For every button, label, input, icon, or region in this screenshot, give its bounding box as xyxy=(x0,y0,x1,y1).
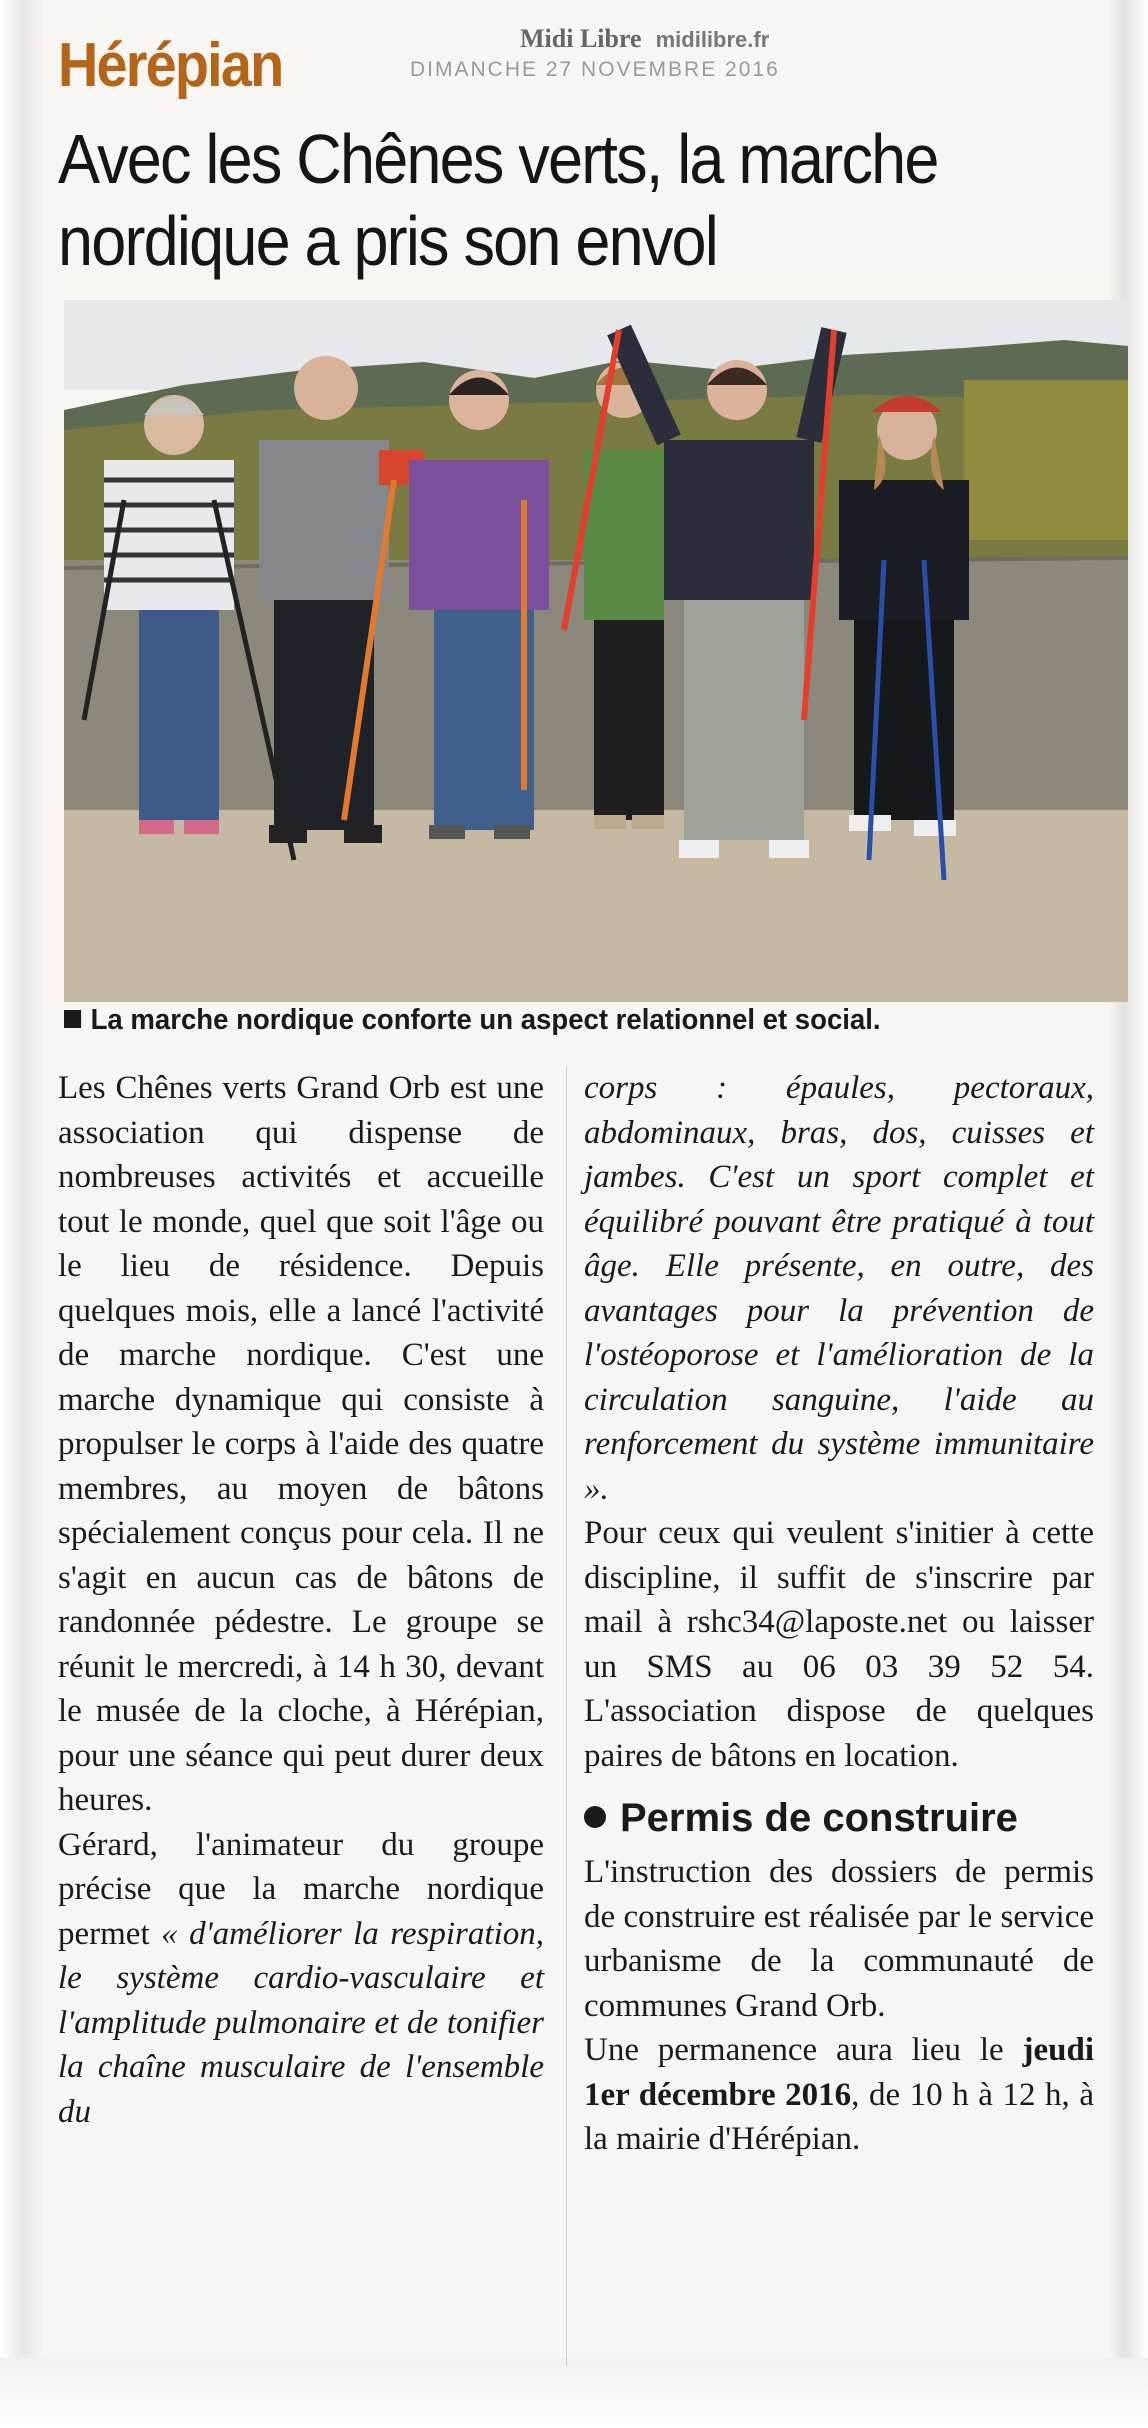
article-paragraph-1: Les Chênes verts Grand Orb est une association qui dispense de nombreuses activités et accueille tout le monde, quel que soit l'âge ou le lieu de résidence. Depuis quelques mois, elle a lancé l'activité de marche nordique. C'est une marche dynamique qui consiste à propulser le corps à l'aide des quatre membres, au moyen de bâtons spécialement conçus pour cela. Il ne s'agit en aucun cas de bâtons de randonnée pédestre. Le groupe se réunit le mercredi, à 14 h 30, devant le musée de la cloche, à Hérépian, pour une séance qui peut durer deux heures. xyxy=(58,1070,544,1818)
article-paragraph-2-intro: Gérard, l'animateur du groupe précise que la marche nordique permet xyxy=(58,1826,544,1952)
caption-bullet xyxy=(64,1010,81,1028)
town-title: Hérépian xyxy=(58,31,283,100)
column-divider xyxy=(566,1066,567,2366)
article-quote-part-1: « d'améliorer la respiration, le système cardio-vasculaire et l'amplitude pulmonaire et de tonifier la chaîne musculaire de l'ensemble du xyxy=(58,1915,544,2130)
caption-text: La marche nordique conforte un aspect relationnel et social. xyxy=(90,1004,881,1036)
photo-caption xyxy=(64,1004,881,1037)
article-quote-part-2: corps : épaules, pectoraux, abdominaux, bras, dos, cuisses et jambes. C'est un sport complet et équilibré pouvant être pratiqué à tout âge. Elle présente, en outre, des avantages pour la prévention de l'ostéoporose et l'amélioration de la circulation sanguine, l'aide au renforcement du système immunitaire ». xyxy=(584,1070,1094,1507)
article-paragraph-5 xyxy=(584,2028,1094,2162)
article-column-left xyxy=(58,1066,544,2134)
subheading xyxy=(584,1790,1094,1846)
paper-edge-bottom xyxy=(0,2358,1148,2428)
article-paragraph-3: Pour ceux qui veulent s'initier à cette discipline, il suffit de s'inscrire par mail à rshc34@laposte.net ou laisser un SMS au 06 03 39 52 54. L'association dispose de quelques paires de bâtons en location. xyxy=(584,1515,1094,1774)
group-photo xyxy=(64,300,1128,1002)
article-paragraph-5-end: , de 10 h à 12 h, à la mairie d'Hérépian. xyxy=(584,2076,1094,2157)
publication-site: midilibre.fr xyxy=(655,27,770,52)
article-paragraph-2 xyxy=(58,1823,544,2135)
article-column-right xyxy=(584,1066,1094,2162)
subheading-bullet xyxy=(584,1806,606,1828)
paper-edge-left xyxy=(0,0,44,2428)
article-paragraph-4: L'instruction des dossiers de permis de construire est réalisée par le service urbanisme de la communauté de communes Grand Orb. xyxy=(584,1854,1094,2024)
article-date-highlight: jeudi 1er décembre 2016 xyxy=(584,2032,1094,2113)
publication-line xyxy=(520,24,769,54)
headline: Avec les Chênes verts, la marche nordique a pris son envol xyxy=(58,120,938,280)
publication-name: Midi Libre xyxy=(520,24,642,53)
subheading-text: Permis de construire xyxy=(620,1796,1018,1840)
article-paragraph-5-start: Une permanence aura lieu le xyxy=(584,2032,1023,2068)
photo-trees xyxy=(964,380,1128,540)
publication-date: DIMANCHE 27 NOVEMBRE 2016 xyxy=(410,58,780,81)
photo-ground xyxy=(64,810,1128,1002)
